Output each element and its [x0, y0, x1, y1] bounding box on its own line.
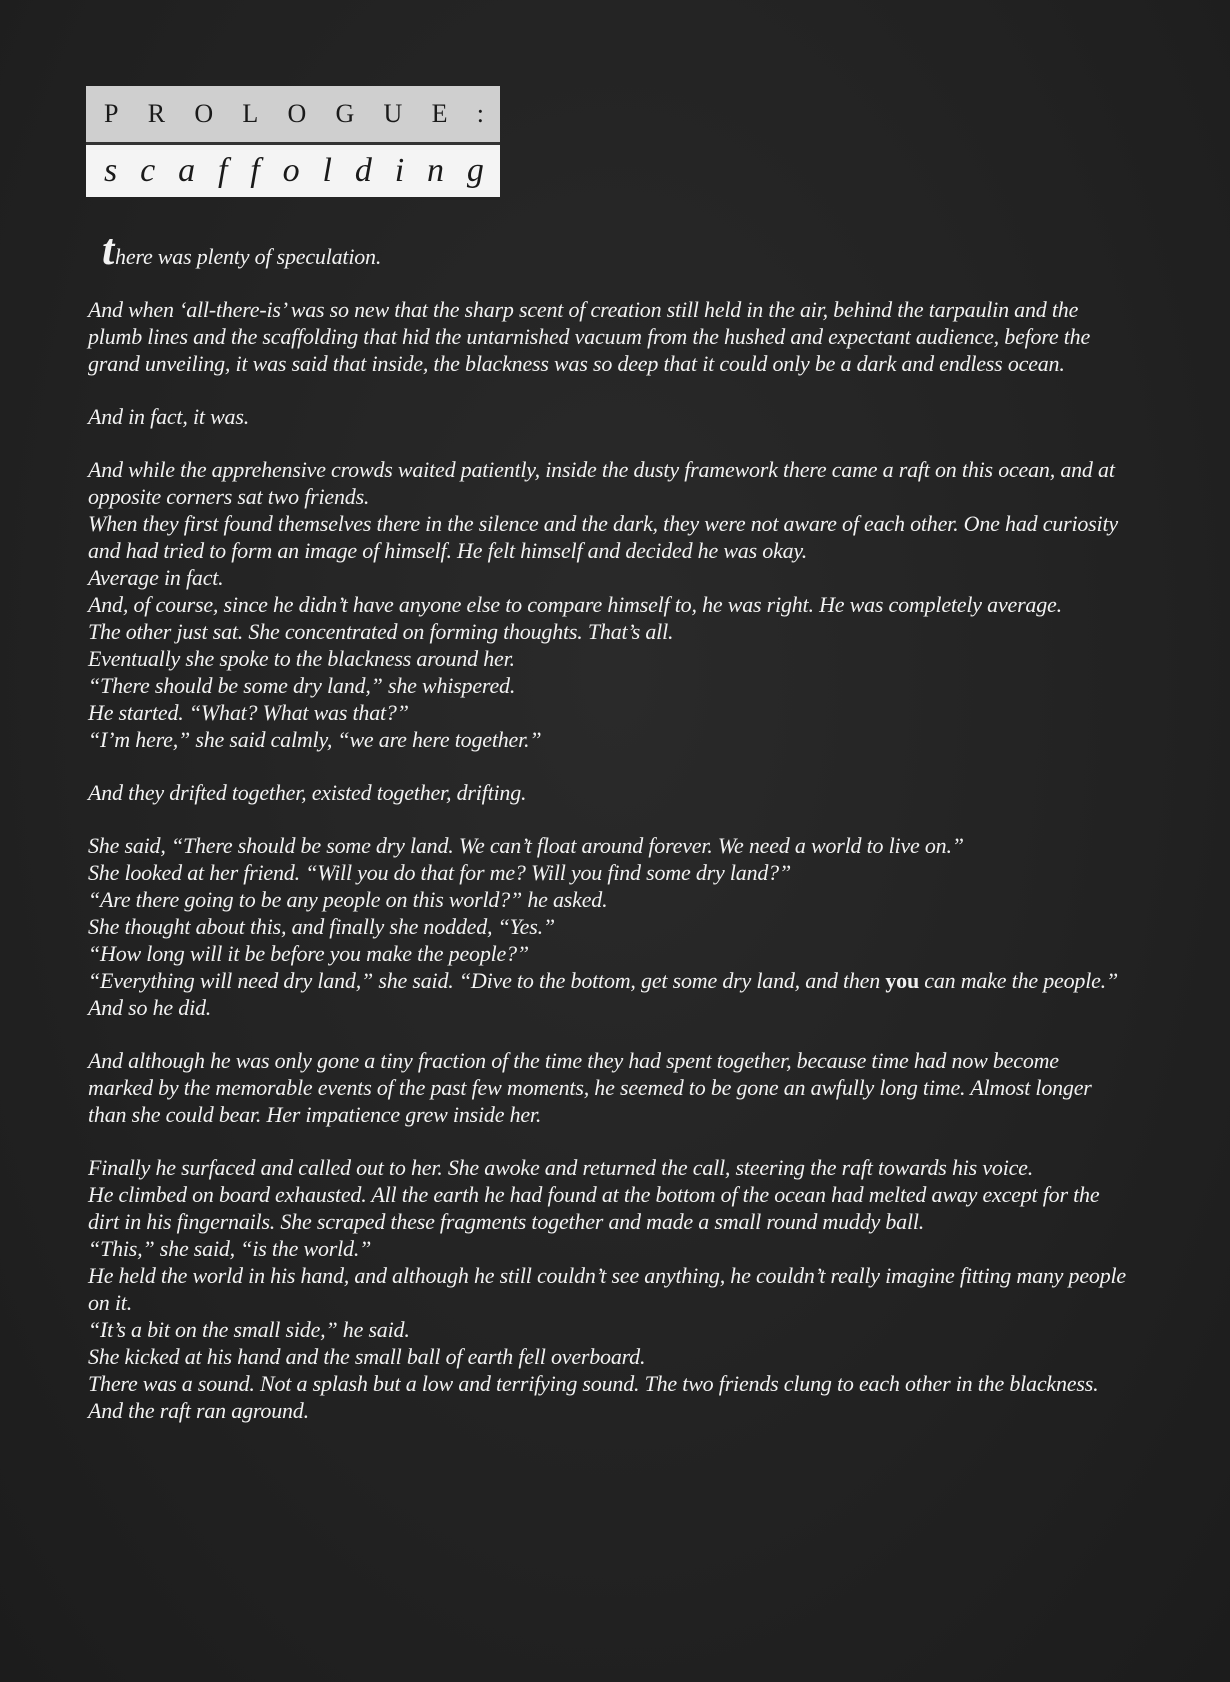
drop-cap: t — [102, 225, 115, 274]
paragraph-line: There was a sound. Not a splash but a low and terrifying sound. The two friends clung to each other in the blackness. — [88, 1371, 1099, 1396]
paragraph: And in fact, it was. — [88, 404, 250, 429]
paragraph: And when ‘all-there-is’ was so new that the sharp scent of creation still held in the air, behind the tarpaulin and the plumb lines and the scaffolding that hid the untarnished vacuum from the hushed and expectant audience, before the grand unveiling, it was said that inside, the blackness was so deep that it could only be a dark and endless ocean. — [88, 297, 1091, 376]
subtitle-letter: a — [178, 152, 196, 189]
dialogue-text: can make the people.” — [918, 968, 1119, 993]
subtitle-letter: d — [354, 152, 372, 189]
chapter-title-box — [86, 86, 500, 197]
paragraph-line: “This,” she said, “is the world.” — [88, 1236, 372, 1261]
paragraph-line: Average in fact. — [88, 565, 224, 590]
subtitle-letter: s — [104, 152, 118, 189]
title-letter: R — [147, 99, 166, 128]
paragraph-line: And while the apprehensive crowds waited patiently, inside the dusty framework there came a raft on this ocean, and at opposite corners sat two friends. — [88, 457, 1115, 509]
opening-line — [88, 225, 1128, 274]
chapter-subtitle — [86, 145, 500, 197]
chapter-label — [86, 86, 500, 145]
title-letter: L — [242, 99, 259, 128]
paragraph-line: And, of course, since he didn’t have anyone else to compare himself to, he was right. He was completely average. — [88, 592, 1062, 617]
story-text — [88, 225, 1128, 1424]
paragraph-line: “How long will it be before you make the people?” — [88, 941, 529, 966]
paragraph: And they drifted together, existed together, drifting. — [88, 780, 527, 805]
paragraph-line: He started. “What? What was that?” — [88, 700, 409, 725]
dialogue-text: “Everything will need dry land,” she said. “Dive to the bottom, get some dry land, and then — [88, 968, 886, 993]
paragraph-line: “Are there going to be any people on this world?” he asked. — [88, 887, 608, 912]
paragraph-line: When they first found themselves there in the silence and the dark, they were not aware of each other. One had curiosity and had tried to form an image of himself. He felt himself and decided he was okay. — [88, 511, 1118, 563]
paragraph-line: He climbed on board exhausted. All the earth he had found at the bottom of the ocean had melted away except for the dirt in his fingernails. She scraped these fragments together and made a small round muddy ball. — [88, 1182, 1100, 1234]
paragraph-line: He held the world in his hand, and although he still couldn’t see anything, he couldn’t really imagine fitting many people on it. — [88, 1263, 1126, 1315]
title-letter: U — [383, 99, 403, 128]
subtitle-letter: c — [140, 152, 156, 189]
paragraph-line: “There should be some dry land,” she whispered. — [88, 673, 516, 698]
subtitle-letter: l — [322, 152, 332, 189]
emphasis-you: you — [885, 968, 919, 993]
paragraph-line: Eventually she spoke to the blackness around her. — [88, 646, 515, 671]
title-letter: G — [335, 99, 355, 128]
subtitle-letter: o — [282, 152, 300, 189]
paragraph: And although he was only gone a tiny fraction of the time they had spent together, because time had now become marked by the memorable events of the past few moments, he seemed to be gone an awfully long time. Almost longer than she could bear. Her impatience grew inside her. — [88, 1048, 1092, 1127]
subtitle-letter: g — [466, 152, 484, 189]
paragraph-line: The other just sat. She concentrated on forming thoughts. That’s all. — [88, 619, 674, 644]
paragraph-line: She looked at her friend. “Will you do that for me? Will you find some dry land?” — [88, 860, 792, 885]
paragraph-line: And the raft ran aground. — [88, 1398, 309, 1423]
subtitle-letter: f — [250, 152, 260, 189]
paragraph-line: She said, “There should be some dry land. We can’t float around forever. We need a world to live on.” — [88, 833, 964, 858]
subtitle-letter: f — [217, 152, 228, 189]
paragraph-line: She kicked at his hand and the small ball of earth fell overboard. — [88, 1344, 646, 1369]
paragraph-line: “It’s a bit on the small side,” he said. — [88, 1317, 410, 1342]
paragraph-line: And so he did. — [88, 995, 212, 1020]
subtitle-letter: n — [427, 152, 445, 189]
paragraph-line: She thought about this, and finally she nodded, “Yes.” — [88, 914, 555, 939]
opening-text: here was plenty of speculation. — [115, 244, 382, 269]
title-letter: P — [104, 99, 119, 128]
paragraph-line: “I’m here,” she said calmly, “we are here together.” — [88, 727, 542, 752]
paragraph-line: Finally he surfaced and called out to her. She awoke and returned the call, steering the raft towards his voice. — [88, 1155, 1034, 1180]
title-letter: E — [431, 99, 448, 128]
paragraph-line — [88, 967, 1128, 994]
title-letter: : — [476, 99, 484, 128]
subtitle-letter: i — [394, 152, 405, 189]
title-letter: O — [194, 99, 214, 128]
title-letter: O — [287, 99, 307, 128]
